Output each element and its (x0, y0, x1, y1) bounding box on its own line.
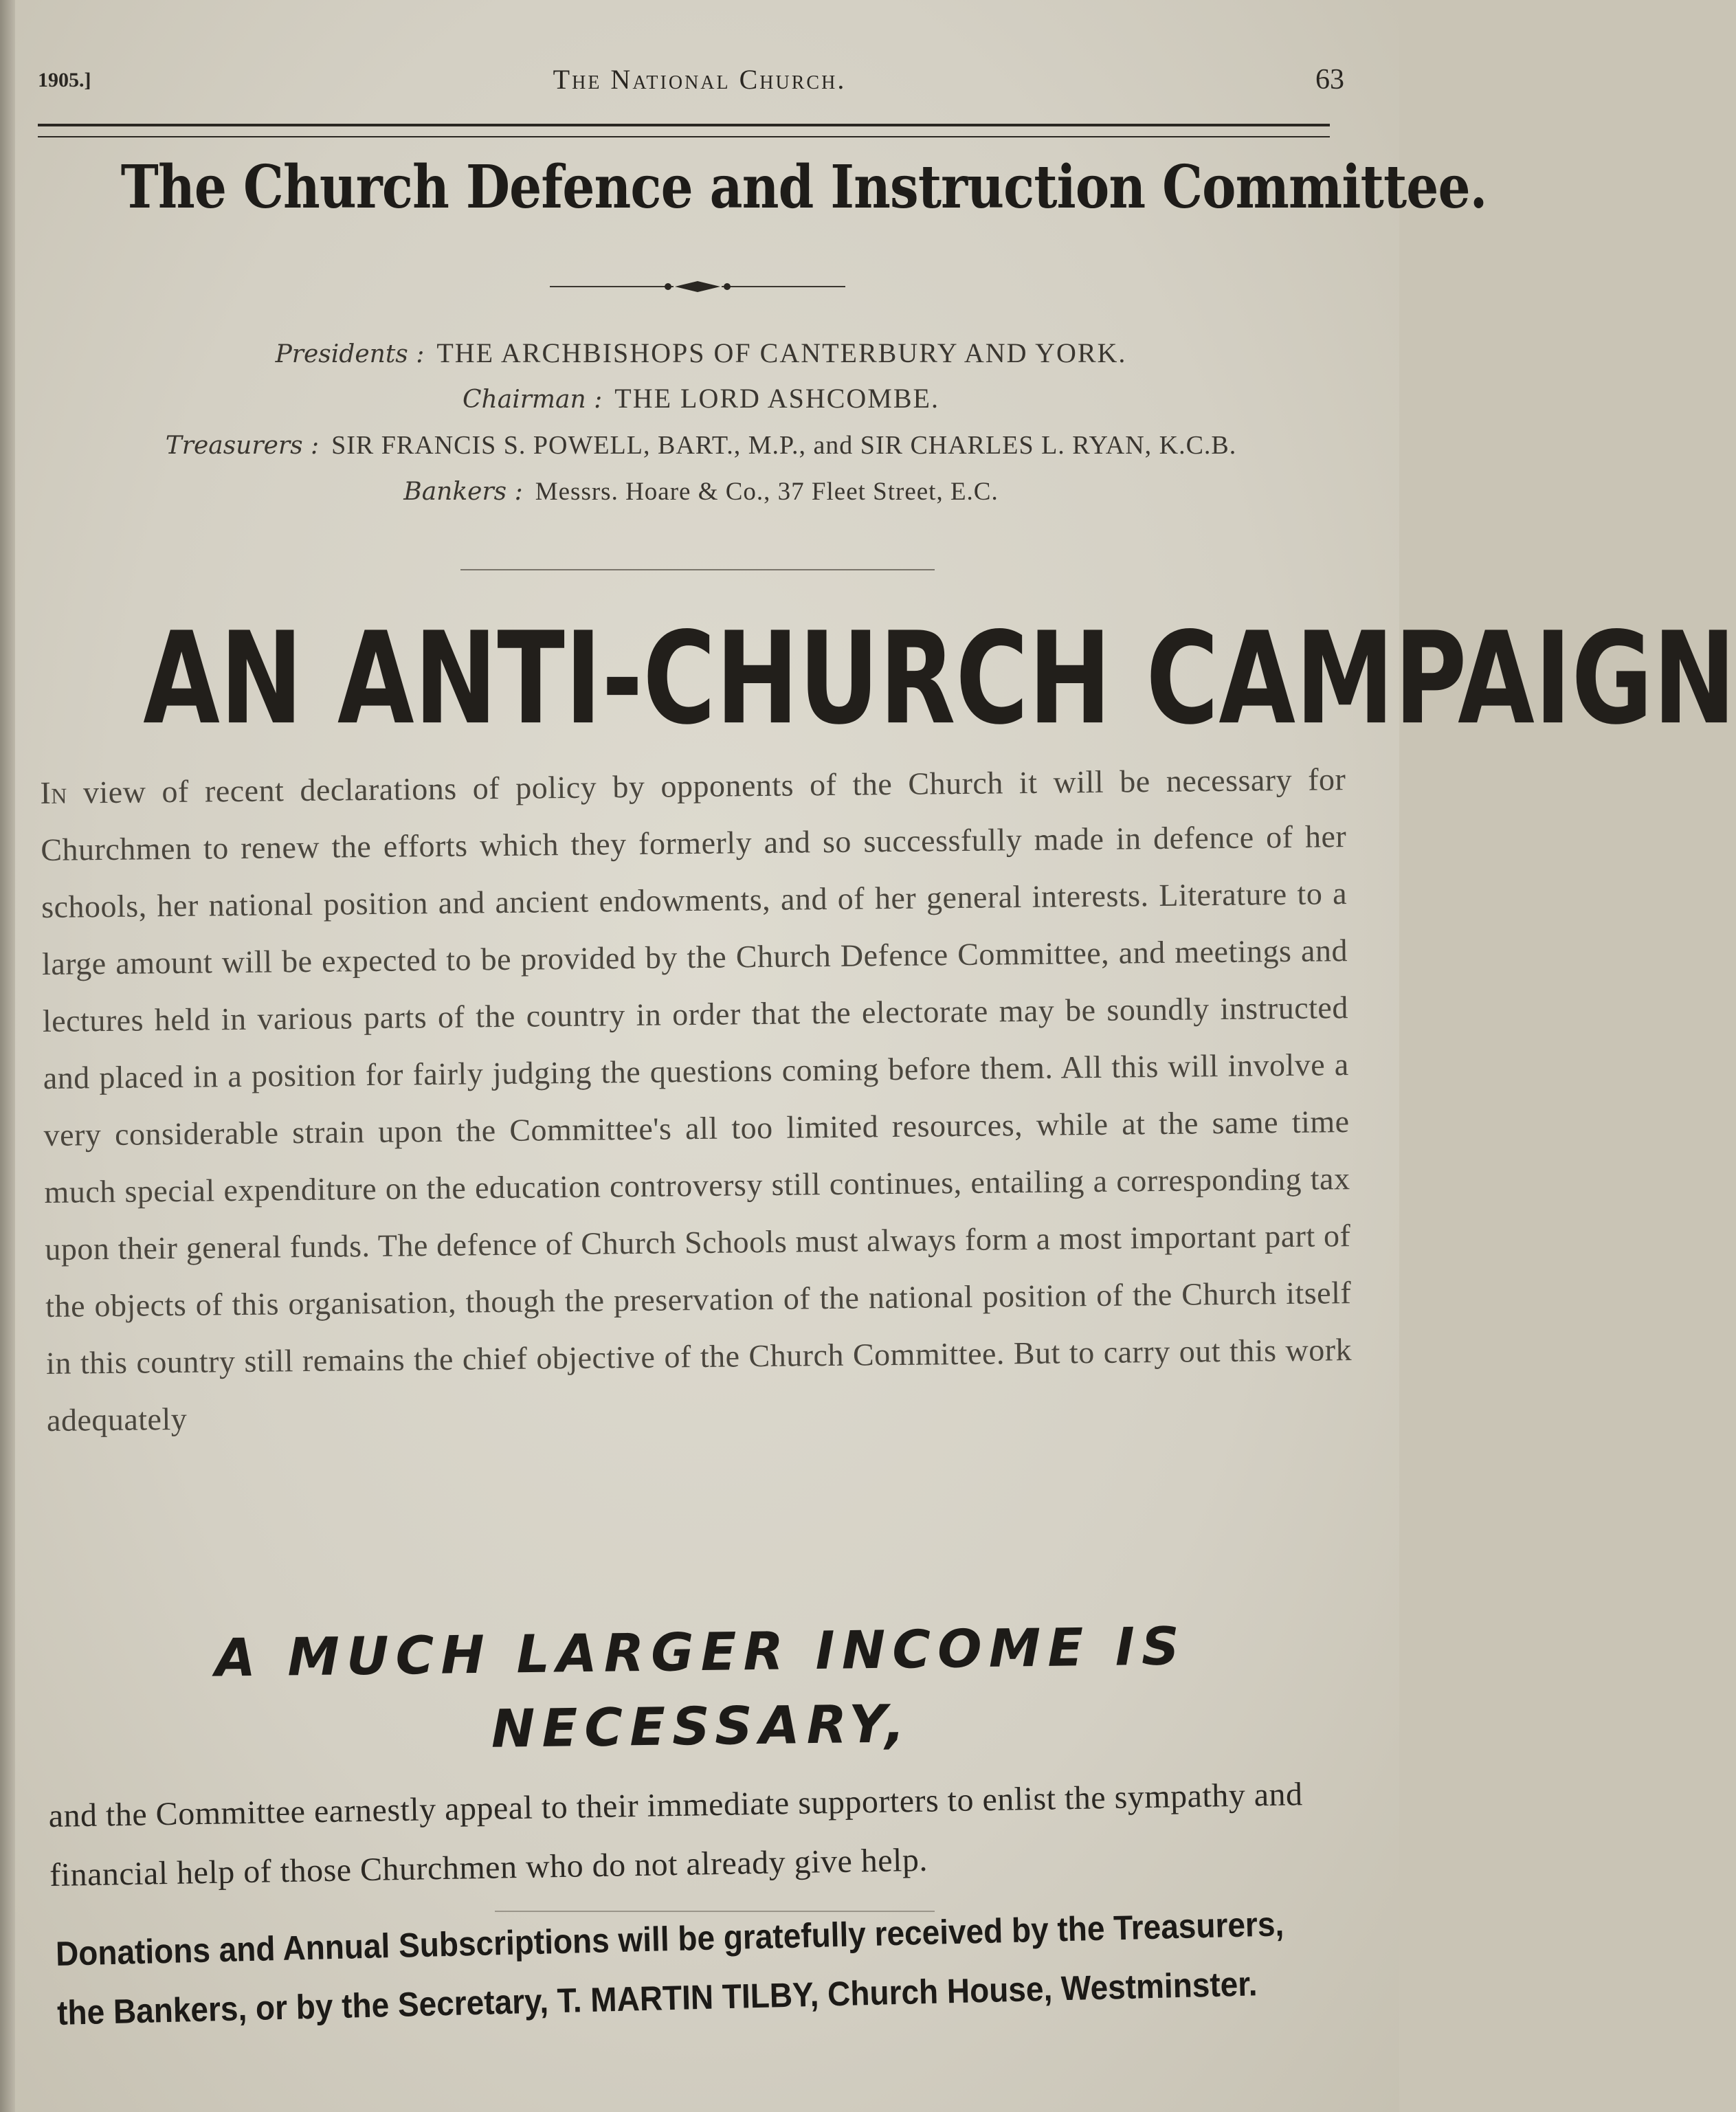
body-lead: In (40, 775, 68, 810)
officer-names: Messrs. Hoare & Co., 37 Fleet Street, E.C. (535, 478, 999, 506)
donations-notice (55, 1896, 1284, 2043)
donations-line-2: the Bankers, or by the Secretary, T. MARTIN TILBY, Church House, Westminster. (56, 1964, 1258, 2032)
page-number: 63 (1315, 64, 1344, 96)
committee-title: The Church Defence and Instruction Committee. (120, 153, 1487, 222)
officer-role: Treasurers : (165, 432, 320, 460)
body-text: view of recent declarations of policy by opponents of the Church it will be necessary for Churchmen to renew the efforts which they formerly and so successfully made in defence of her schools, her national position and ancient endowments, and of her general interests. Literature to a large amount will be expected to be provided by the Church Defence Committee, and meetings and lectures held in various parts of the country in order that the electorate may be soundly instructed and placed in a position for fairly judging the questions coming before them. All this will involve a very considerable strain upon the Committee's all too limited resources, while at the same time much special expenditure on the education controversy still continues, entailing a corresponding tax upon their general funds. The defence of Church Schools must always form a most important part of the objects of this organisation, though the preservation of the national position of the Church itself in this country still remains the chief objective of the Church Committee. But to carry out this work adequately (41, 762, 1353, 1438)
officer-treasurers (27, 430, 1375, 460)
header-rule (38, 124, 1330, 137)
officer-bankers (27, 477, 1375, 507)
officer-presidents (27, 337, 1375, 369)
page-edge (0, 0, 15, 2112)
officer-names: THE ARCHBISHOPS OF CANTERBURY AND YORK. (436, 337, 1127, 368)
body-paragraph (40, 751, 1353, 1449)
appeal-line-1: A MUCH LARGER INCOME IS (214, 1615, 1187, 1689)
appeal-closing-text: and the Committee earnestly appeal to their immediate supporters to enlist the sympathy and financial help of those Churchmen who do not already give help. (48, 1776, 1303, 1893)
appeal-line-2: NECESSARY, (491, 1693, 913, 1759)
officer-role: Chairman : (463, 386, 603, 414)
income-appeal (41, 1607, 1361, 1771)
officer-role: Presidents : (275, 340, 425, 368)
section-rule (460, 569, 935, 570)
officer-names: THE LORD ASHCOMBE. (614, 383, 939, 414)
running-head-title: The National Church. (553, 64, 847, 95)
officer-names: SIR FRANCIS S. POWELL, BART., M.P., and SIR CHARLES L. RYAN, K.C.B. (331, 431, 1237, 460)
running-head (38, 63, 1361, 104)
officer-chairman (27, 382, 1375, 414)
officer-role: Bankers : (403, 478, 523, 506)
donations-line-1: Donations and Annual Subscriptions will be gratefully received by the Treasurers, (55, 1904, 1284, 1973)
main-headline: AN ANTI-CHURCH CAMPAIGN (143, 605, 1736, 753)
ornament-divider (550, 275, 845, 298)
running-head-year: 1905.] (38, 69, 91, 91)
